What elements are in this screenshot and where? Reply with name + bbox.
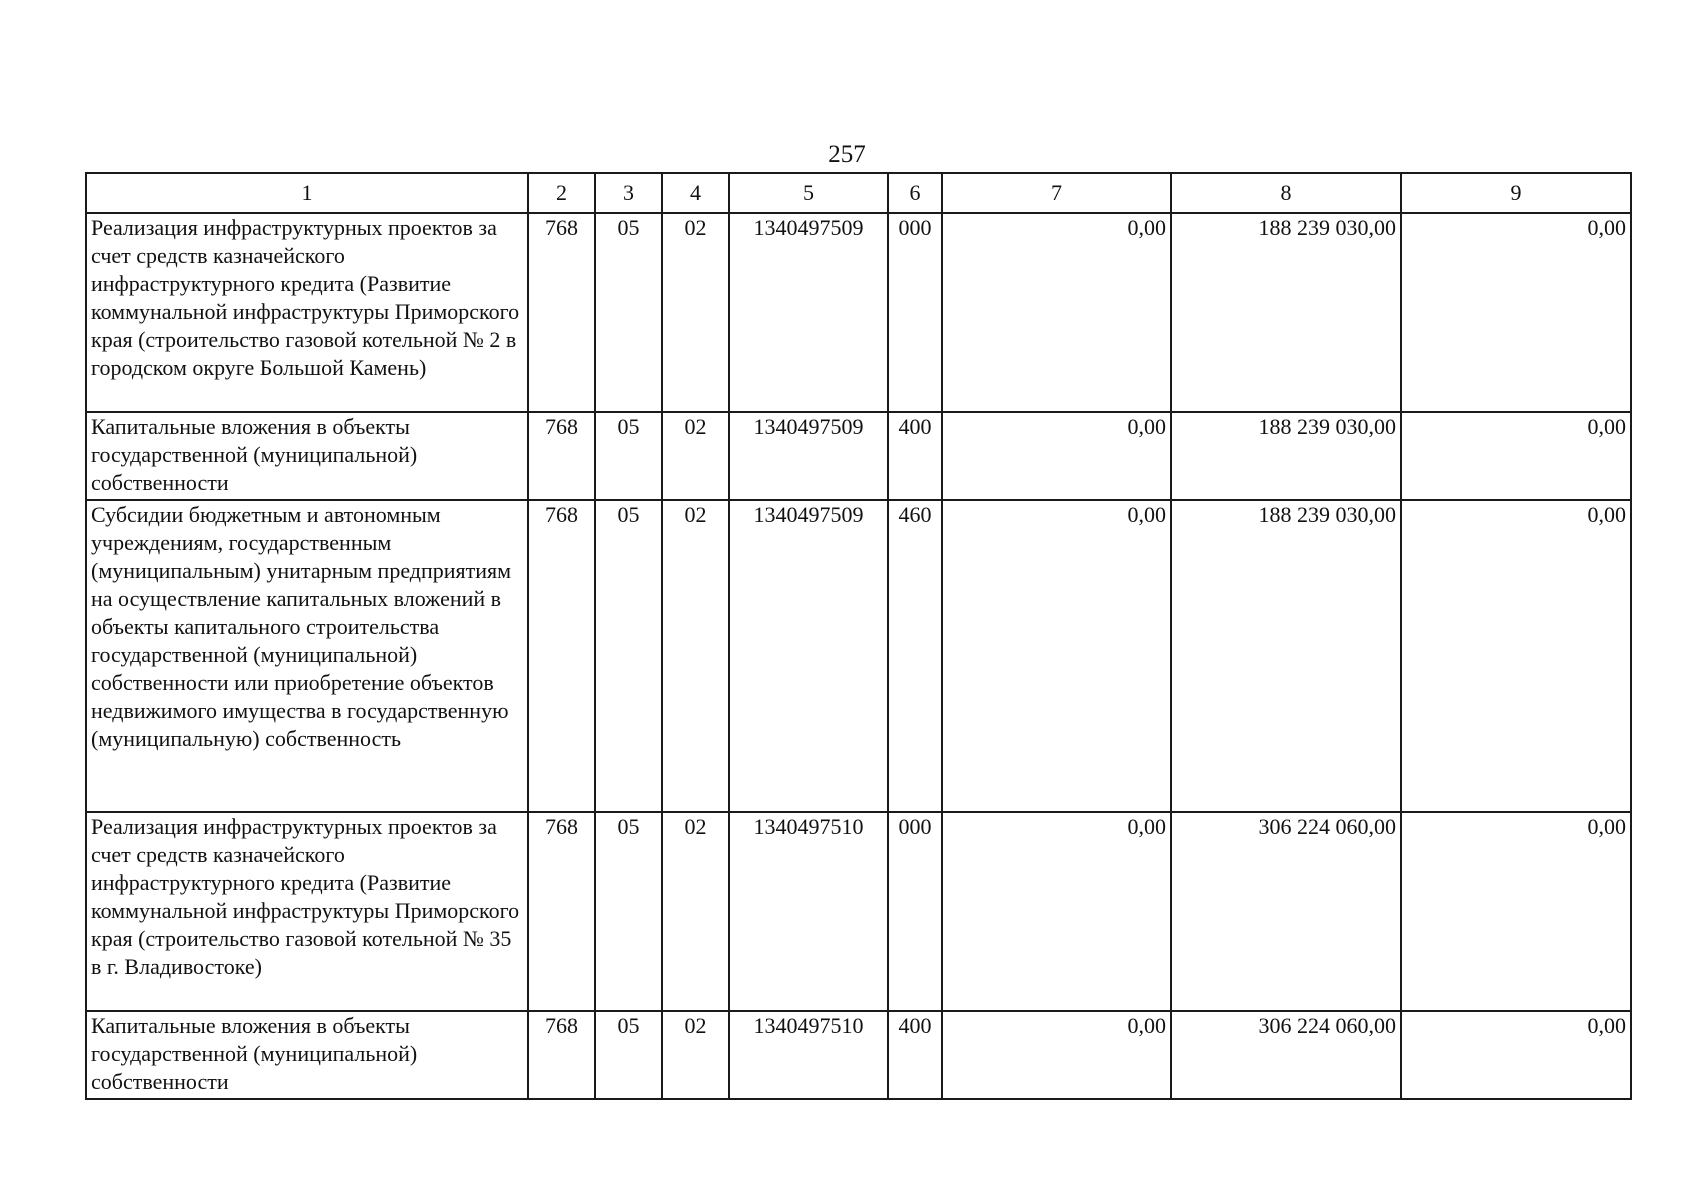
row-sum-9: 0,00 [1401, 1011, 1631, 1099]
row-code-6: 400 [888, 412, 942, 500]
row-code-5: 1340497509 [729, 213, 888, 412]
row-code-2: 768 [528, 812, 595, 1011]
table-row [86, 812, 1631, 1011]
row-code-2: 768 [528, 500, 595, 812]
column-header-3: 3 [595, 173, 662, 213]
row-code-3: 05 [595, 213, 662, 412]
column-header-6: 6 [888, 173, 942, 213]
row-sum-7: 0,00 [942, 812, 1171, 1011]
row-code-4: 02 [662, 213, 729, 412]
row-code-5: 1340497510 [729, 812, 888, 1011]
row-sum-8: 188 239 030,00 [1171, 500, 1401, 812]
row-code-2: 768 [528, 1011, 595, 1099]
table-row [86, 1011, 1631, 1099]
table-row [86, 412, 1631, 500]
row-sum-9: 0,00 [1401, 213, 1631, 412]
row-sum-8: 306 224 060,00 [1171, 1011, 1401, 1099]
column-number-header-row [86, 173, 1631, 213]
table-row [86, 500, 1631, 812]
row-code-4: 02 [662, 1011, 729, 1099]
row-sum-9: 0,00 [1401, 812, 1631, 1011]
row-code-3: 05 [595, 500, 662, 812]
row-code-4: 02 [662, 500, 729, 812]
column-header-5: 5 [729, 173, 888, 213]
row-name: Субсидии бюджетным и автономным учреждениям, государственным (муниципальным) унитарным предприятиям на осуществление капитальных вложений в объекты капитального строительства государственной (муниципальной) собственности или приобретение объектов недвижимого имущества в государственную (муниципальную) собственность [86, 500, 528, 812]
column-header-7: 7 [942, 173, 1171, 213]
row-code-3: 05 [595, 812, 662, 1011]
row-code-6: 400 [888, 1011, 942, 1099]
row-code-6: 000 [888, 213, 942, 412]
row-sum-9: 0,00 [1401, 412, 1631, 500]
row-sum-8: 188 239 030,00 [1171, 412, 1401, 500]
budget-table [85, 172, 1632, 1100]
column-header-4: 4 [662, 173, 729, 213]
column-header-9: 9 [1401, 173, 1631, 213]
row-sum-8: 306 224 060,00 [1171, 812, 1401, 1011]
table-row [86, 213, 1631, 412]
row-sum-7: 0,00 [942, 412, 1171, 500]
row-code-2: 768 [528, 412, 595, 500]
row-name: Капитальные вложения в объекты государственной (муниципальной) собственности [86, 1011, 528, 1099]
row-name: Реализация инфраструктурных проектов за счет средств казначейского инфраструктурного кредита (Развитие коммунальной инфраструктуры Приморского края (строительство газовой котельной № 2 в городском округе Большой Камень) [86, 213, 528, 412]
row-code-2: 768 [528, 213, 595, 412]
column-header-1: 1 [86, 173, 528, 213]
row-name: Капитальные вложения в объекты государственной (муниципальной) собственности [86, 412, 528, 500]
row-code-3: 05 [595, 1011, 662, 1099]
row-sum-9: 0,00 [1401, 500, 1631, 812]
row-sum-7: 0,00 [942, 500, 1171, 812]
column-header-2: 2 [528, 173, 595, 213]
row-code-6: 460 [888, 500, 942, 812]
row-code-5: 1340497509 [729, 412, 888, 500]
row-sum-7: 0,00 [942, 1011, 1171, 1099]
page-number: 257 [828, 141, 866, 168]
row-code-5: 1340497509 [729, 500, 888, 812]
row-name: Реализация инфраструктурных проектов за счет средств казначейского инфраструктурного кредита (Развитие коммунальной инфраструктуры Приморского края (строительство газовой котельной № 35 в г. Владивостоке) [86, 812, 528, 1011]
row-code-6: 000 [888, 812, 942, 1011]
row-sum-7: 0,00 [942, 213, 1171, 412]
row-code-5: 1340497510 [729, 1011, 888, 1099]
row-sum-8: 188 239 030,00 [1171, 213, 1401, 412]
column-header-8: 8 [1171, 173, 1401, 213]
row-code-4: 02 [662, 812, 729, 1011]
row-code-3: 05 [595, 412, 662, 500]
row-code-4: 02 [662, 412, 729, 500]
